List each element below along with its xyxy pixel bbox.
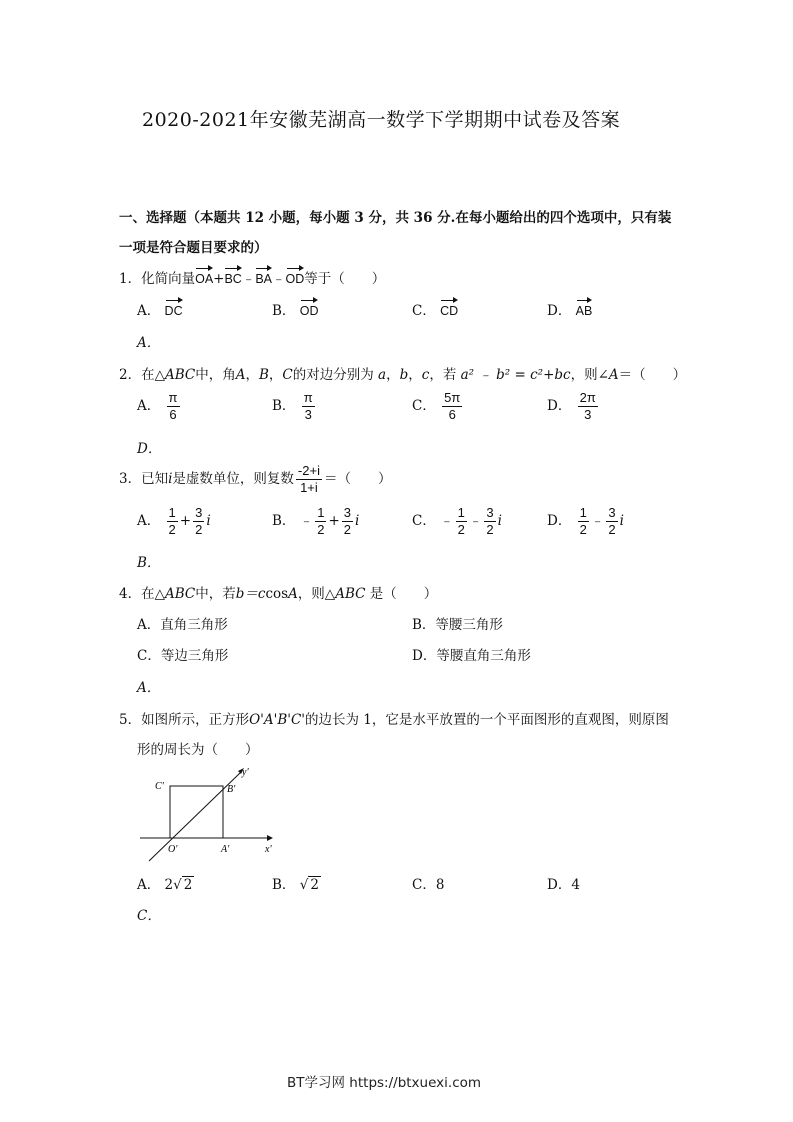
q4-abc: ABC: [164, 586, 196, 602]
q5-option-a-coef: 2: [164, 877, 174, 893]
q5-option-d: D．4: [547, 877, 580, 893]
vector-bc: BC: [224, 265, 241, 286]
q2-sep2: ，: [268, 367, 283, 383]
radicand: 2: [183, 877, 193, 893]
q1-option-b-label: B．: [272, 303, 296, 319]
q4-option-d: D．等腰直角三角形: [412, 648, 531, 664]
numerator: 3: [195, 505, 203, 520]
fraction: [578, 505, 589, 538]
q3-text-a: 3．已知: [119, 471, 169, 487]
label-y: y': [242, 767, 249, 778]
section-heading-line2: 一项是符合题目要求的）: [119, 240, 268, 256]
numerator: 1: [579, 505, 587, 520]
q5-option-a: [137, 873, 194, 893]
square-o-a-b-c: [170, 786, 223, 838]
q4-text-d: 是（ ）: [369, 586, 438, 602]
denominator: 2: [608, 522, 616, 537]
denominator: 6: [169, 407, 177, 422]
fraction: [193, 505, 204, 538]
q2-text-c: 的对边分别为: [292, 367, 374, 383]
q2-c-lower: c: [421, 367, 430, 383]
minus-sign: ﹣: [299, 513, 314, 529]
denominator: 3: [304, 407, 312, 422]
q2-c-upper: C: [282, 367, 293, 383]
q2-text-b: 中，角: [195, 367, 236, 383]
question-3: [119, 463, 391, 496]
q3-option-b-label: B．: [272, 513, 296, 529]
q5-answer: C．: [137, 908, 161, 924]
q2-option-a-label: A．: [137, 398, 161, 414]
q5-text-a: 5．如图所示，正方形: [119, 712, 250, 728]
q2-text-e: ，则∠: [570, 367, 609, 383]
denominator: 2: [317, 522, 325, 537]
sqrt-symbol: √ 2: [299, 877, 319, 893]
q3-text-b: 是虚数单位，则复数: [172, 471, 294, 487]
q2-answer: D．: [137, 441, 162, 457]
sqrt-symbol: √ 2: [173, 877, 193, 893]
q4-option-a: A．直角三角形: [137, 617, 228, 633]
denominator: 2: [486, 522, 494, 537]
q3-option-d-label: D．: [547, 513, 572, 529]
vector-ba: BA: [255, 265, 272, 286]
q3-text-c: ＝（ ）: [323, 471, 392, 487]
q2-option-b-label: B．: [272, 398, 296, 414]
numerator: 1: [317, 505, 325, 520]
fraction: [315, 505, 326, 538]
q2-option-c: [412, 390, 464, 423]
q2-abc: ABC: [164, 367, 196, 383]
numerator: π: [303, 390, 313, 405]
imag-unit: i: [206, 513, 211, 529]
denominator: 2: [195, 522, 203, 537]
q2-angle-a: A: [608, 367, 619, 383]
vector-od-option: OD: [300, 297, 319, 318]
q1-op3: ﹣: [272, 271, 286, 287]
denominator: 1+i: [300, 480, 318, 495]
q2-a-upper: A: [235, 367, 246, 383]
label-c: C': [155, 781, 164, 792]
imag-unit: i: [619, 513, 624, 529]
q1-option-a-label: A．: [137, 303, 161, 319]
q2-b-upper: B: [258, 367, 269, 383]
page-title: 2020-2021年安徽芜湖高一数学下学期期中试卷及答案: [142, 109, 621, 131]
denominator: 3: [584, 407, 592, 422]
vector-dc: DC: [165, 297, 183, 318]
q1-option-d-label: D．: [547, 303, 572, 319]
q4-text-c: ，则△: [297, 586, 336, 602]
numerator: 3: [486, 505, 494, 520]
minus-sign: ﹣: [468, 513, 483, 529]
question-1: [119, 265, 385, 287]
q2-a-lower: a: [378, 367, 387, 383]
q1-answer: A．: [137, 335, 161, 351]
q4-a: A: [288, 586, 298, 602]
q1-option-d: [547, 297, 592, 319]
q5-option-b-label: B．: [272, 877, 296, 893]
q3-i: i: [168, 471, 173, 487]
footer-watermark: BT学习网 https://btxuexi.com: [287, 1075, 482, 1091]
vector-ab: AB: [576, 297, 593, 318]
q2-text-a: 2．在△: [119, 367, 165, 383]
q4-text-a: 4．在△: [119, 586, 165, 602]
fraction: [456, 505, 467, 538]
q3-option-a: [137, 505, 211, 538]
q5-shape: O'A'B'C': [249, 712, 306, 728]
numerator: 3: [608, 505, 616, 520]
denominator: 2: [168, 522, 176, 537]
q4-abc-2: ABC: [335, 586, 366, 602]
fraction: [484, 505, 495, 538]
q1-suffix: 等于（ ）: [304, 271, 386, 287]
imag-unit: i: [355, 513, 360, 529]
plus-sign: +: [328, 513, 340, 529]
q2-option-b: [272, 390, 317, 423]
q1-option-b: [272, 297, 318, 319]
q3-option-a-label: A．: [137, 513, 161, 529]
fraction: [442, 390, 462, 423]
fraction: [167, 505, 178, 538]
numerator: 5π: [444, 390, 461, 405]
numerator: 3: [343, 505, 351, 520]
imag-unit: i: [497, 513, 502, 529]
q2-sep1: ，: [245, 367, 259, 383]
q5-option-c: C．8: [412, 877, 445, 893]
vector-oa: OA: [195, 265, 213, 286]
question-4: [119, 582, 437, 602]
square-figure: [135, 764, 285, 864]
fraction: [606, 505, 617, 538]
label-b: B': [227, 784, 236, 795]
radicand: 2: [310, 877, 319, 893]
q5-option-a-label: A．: [137, 877, 161, 893]
q3-option-c-label: C．: [412, 513, 436, 529]
numerator: -2+i: [297, 463, 320, 478]
q1-op2: ﹣: [241, 271, 256, 287]
section-heading-line1: 一、选择题（本题共 12 小题，每小题 3 分，共 36 分.在每小题给出的四个选项中，只有装: [119, 210, 672, 226]
q1-prefix: 1．化简向量: [119, 271, 196, 287]
q1-option-c-label: C．: [412, 303, 436, 319]
q4-cos: cos: [265, 586, 289, 602]
denominator: 2: [457, 522, 465, 537]
q4-option-c: C．等边三角形: [137, 648, 229, 664]
q2-b-lower: b: [399, 367, 409, 383]
q2-option-d-label: D．: [547, 398, 572, 414]
denominator: 2: [343, 522, 351, 537]
q2-option-d: [547, 390, 600, 423]
question-5-line1: [119, 708, 669, 728]
q3-option-c: [412, 505, 502, 538]
label-x: x': [265, 844, 272, 855]
numerator: 1: [457, 505, 465, 520]
q3-answer: B．: [137, 555, 161, 571]
q2-option-a: [137, 390, 182, 423]
q4-text-b: 中，若: [195, 586, 236, 602]
q2-option-c-label: C．: [412, 398, 436, 414]
q1-option-a: [137, 297, 183, 319]
q1-op1: +: [213, 271, 225, 287]
vector-od: OD: [286, 265, 305, 286]
numerator: 2π: [579, 390, 596, 405]
vector-cd: CD: [440, 297, 458, 318]
q4-answer: A．: [137, 680, 161, 696]
plus-sign: +: [179, 513, 192, 529]
numerator: π: [168, 390, 178, 405]
fraction: [296, 463, 322, 496]
q5-option-b: [272, 873, 321, 893]
q4-cond: b＝c: [235, 586, 266, 602]
fraction: [342, 505, 353, 538]
q3-option-d: [547, 505, 624, 538]
fraction: [302, 390, 315, 423]
minus-sign: ﹣: [440, 513, 454, 529]
label-o: O': [168, 844, 178, 855]
fraction: [578, 390, 598, 423]
denominator: 2: [579, 522, 587, 537]
q4-option-b: B．等腰三角形: [412, 617, 503, 633]
q2-text-f: ＝（ ）: [618, 367, 687, 383]
question-5-line2: 形的周长为（ ）: [137, 742, 259, 758]
denominator: 6: [448, 407, 456, 422]
q2-formula: a² ﹣ b² = c²+bc: [460, 367, 571, 383]
label-a: A': [221, 844, 230, 855]
q5-text-b: 的边长为 1，它是水平放置的一个平面图形的直观图，则原图: [305, 712, 669, 728]
question-2: 2．在△ABC中，角A，B，C的对边分别为 a，b，c，若 a² ﹣ b² = c²+bc，则∠A＝（ ）: [119, 367, 687, 383]
numerator: 1: [168, 505, 176, 520]
fraction: [167, 390, 180, 423]
q2-text-d: ，若: [429, 367, 457, 383]
minus-sign: ﹣: [590, 513, 605, 529]
q1-option-c: [412, 297, 458, 319]
x-axis-arrow-icon: [267, 835, 273, 841]
q3-option-b: [272, 505, 359, 538]
